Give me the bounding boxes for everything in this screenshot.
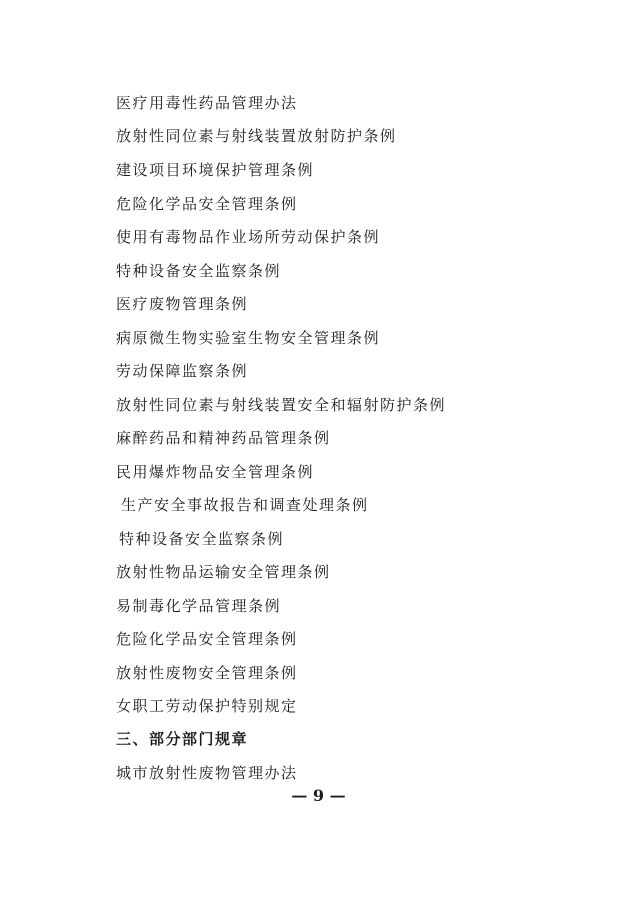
regulation-item: 放射性同位素与射线装置放射防护条例 xyxy=(116,127,397,145)
regulation-item: 建设项目环境保护管理条例 xyxy=(116,161,315,179)
regulation-item: 特种设备安全监察条例 xyxy=(116,262,282,280)
regulation-item: 女职工劳动保护特别规定 xyxy=(116,697,298,715)
regulation-item: 危险化学品安全管理条例 xyxy=(116,195,298,213)
regulation-item: 民用爆炸物品安全管理条例 xyxy=(116,463,315,481)
section-heading: 三、部分部门规章 xyxy=(116,730,249,748)
regulation-item: 放射性同位素与射线装置安全和辐射防护条例 xyxy=(116,396,447,414)
regulation-item: 特种设备安全监察条例 xyxy=(119,530,285,548)
regulation-item: 麻醉药品和精神药品管理条例 xyxy=(116,429,331,447)
regulation-item: 医疗用毒性药品管理办法 xyxy=(116,94,298,112)
regulation-item: 病原微生物实验室生物安全管理条例 xyxy=(116,329,381,347)
regulation-item: 使用有毒物品作业场所劳动保护条例 xyxy=(116,228,381,246)
regulation-item: 放射性物品运输安全管理条例 xyxy=(116,563,331,581)
regulation-item: 城市放射性废物管理办法 xyxy=(116,764,298,782)
regulation-item: 劳动保障监察条例 xyxy=(116,362,249,380)
regulation-item: 危险化学品安全管理条例 xyxy=(116,630,298,648)
regulation-item: 生产安全事故报告和调查处理条例 xyxy=(121,496,369,514)
regulation-item: 医疗废物管理条例 xyxy=(116,295,249,313)
regulation-item: 易制毒化学品管理条例 xyxy=(116,597,282,615)
page-number: — 9 — xyxy=(291,786,346,805)
regulation-item: 放射性废物安全管理条例 xyxy=(116,664,298,682)
